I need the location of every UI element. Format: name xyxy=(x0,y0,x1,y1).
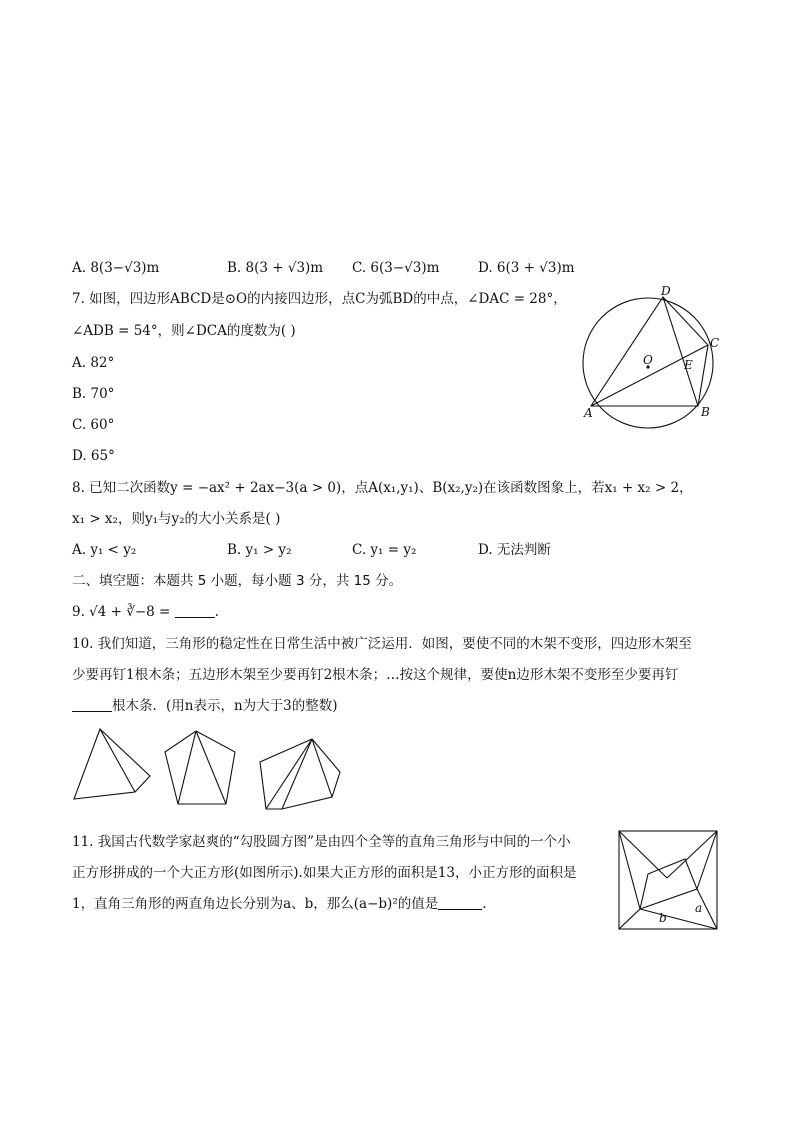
label-e: E xyxy=(684,358,693,372)
q7-stem-line1: 7. 如图，四边形ABCD是⊙O的内接四边形，点C为弧BD的中点，∠DAC = 28°， xyxy=(72,291,567,307)
small-square xyxy=(640,859,697,909)
diagonal-bd xyxy=(663,297,698,406)
q8-option-b: B. y₁ > y₂ xyxy=(227,542,292,558)
q10-stem-line3 xyxy=(72,697,338,715)
label-b: B xyxy=(701,405,710,419)
label-o: O xyxy=(643,353,653,367)
label-a: a xyxy=(695,901,703,915)
q9-stem xyxy=(72,603,219,621)
q9-prefix: 9. √4 + ∛−8 = xyxy=(72,604,175,620)
q9-suffix: . xyxy=(214,604,219,620)
q7-circle-figure xyxy=(570,285,730,445)
q10-polygon-figures xyxy=(70,725,360,815)
q11-pythagoras-figure xyxy=(618,830,720,932)
q6-option-c: C. 6(3−√3)m xyxy=(352,260,440,276)
label-c: C xyxy=(710,336,720,350)
q11-stem-line3 xyxy=(72,895,487,913)
label-a: A xyxy=(584,406,593,420)
q6-option-a: A. 8(3−√3)m xyxy=(72,260,160,276)
q11-suffix: . xyxy=(482,896,487,912)
q8-stem-line2: x₁ > x₂，则y₁与y₂的大小关系是( ) xyxy=(72,511,281,527)
label-d: D xyxy=(661,284,671,298)
section2-title: 二、填空题：本题共 5 小题，每小题 3 分，共 15 分。 xyxy=(72,573,403,589)
inner-triangles xyxy=(619,831,717,929)
hexagon-frame xyxy=(260,739,340,809)
q8-stem-line1: 8. 已知二次函数y = −ax² + 2ax−3(a > 0)，点A(x₁,y₁)、B(x₂,y₂)在该函数图象上，若x₁ + x₂ > 2， xyxy=(72,480,693,496)
q10-stem-line1: 10. 我们知道，三角形的稳定性在日常生活中被广泛运用．如图，要使不同的木架不变形，四边形木架至 xyxy=(72,636,692,652)
q7-option-a: A. 82° xyxy=(72,355,115,371)
quadrilateral-frame xyxy=(74,729,150,799)
pentagon-frame xyxy=(165,731,235,804)
q8-option-d: D. 无法判断 xyxy=(478,542,551,558)
q11-line3-text: 1，直角三角形的两直角边长分别为a、b，那么(a−b)²的值是 xyxy=(72,896,439,912)
q11-answer-blank[interactable] xyxy=(438,897,482,910)
q11-stem-line1: 11. 我国古代数学家赵爽的“勾股圆方图”是由四个全等的直角三角形与中间的一个小 xyxy=(72,834,571,850)
label-b: b xyxy=(659,911,667,925)
q8-option-a: A. y₁ < y₂ xyxy=(72,542,137,558)
q8-option-c: C. y₁ = y₂ xyxy=(352,542,417,558)
q11-stem-line2: 正方形拼成的一个大正方形(如图所示).如果大正方形的面积是13，小正方形的面积是 xyxy=(72,865,577,881)
q6-option-b: B. 8(3 + √3)m xyxy=(227,260,324,276)
q7-stem-line2: ∠ADB = 54°，则∠DCA的度数为( ) xyxy=(72,323,296,339)
q6-option-d: D. 6(3 + √3)m xyxy=(478,260,575,276)
q9-answer-blank[interactable] xyxy=(175,605,215,618)
q7-option-d: D. 65° xyxy=(72,448,115,464)
q10-answer-blank[interactable] xyxy=(72,699,112,712)
q10-line3-text: 根木条．(用n表示，n为大于3的整数) xyxy=(112,698,338,714)
q7-option-c: C. 60° xyxy=(72,417,115,433)
q7-option-b: B. 70° xyxy=(72,386,115,402)
q10-stem-line2: 少要再钉1根木条；五边形木架至少要再钉2根木条；…按这个规律，要使n边形木架不变形至少要再钉 xyxy=(72,667,679,683)
